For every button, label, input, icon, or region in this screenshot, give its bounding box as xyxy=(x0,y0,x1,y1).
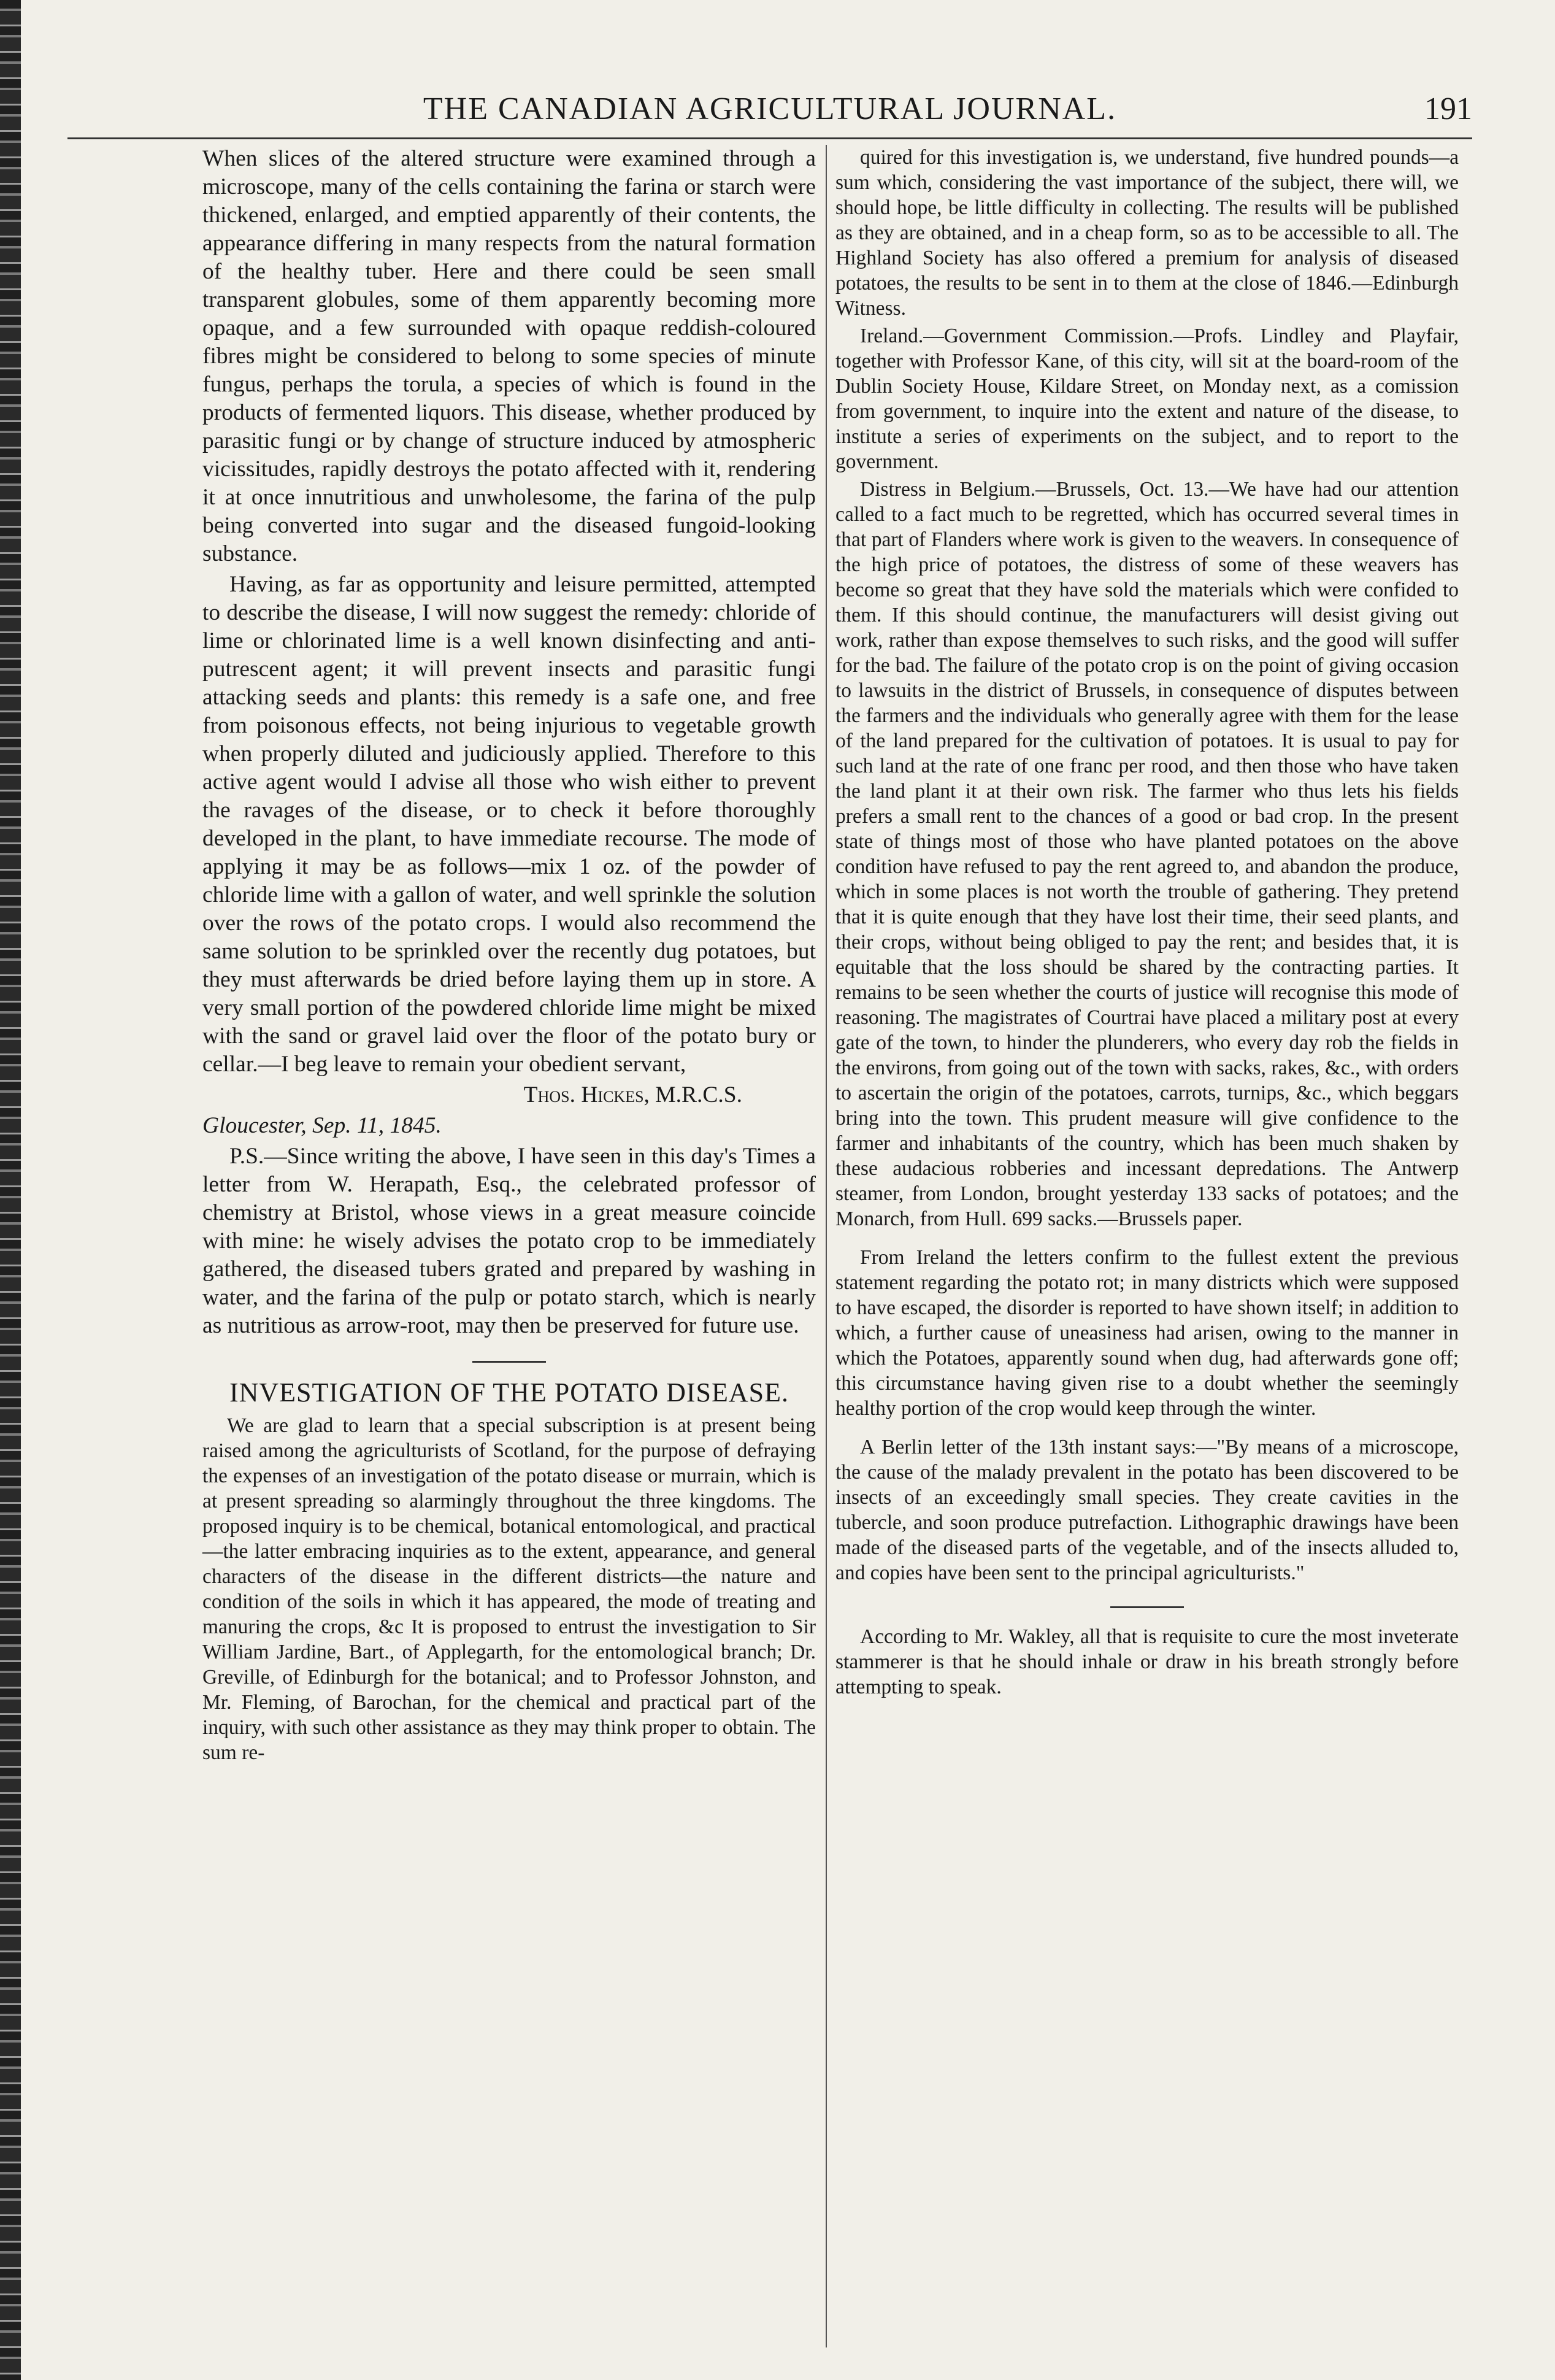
paragraph-microscope: When slices of the altered structure were examined through a microscope, many of the cells containing the farina or starch were thickened, enlarged, and emptied apparently of their contents, the appearance differing in many respects from the natural formation of the healthy tuber. Here and there could be seen small transparent globules, some of them apparently becoming more opaque, and a few surrounded with opaque reddish-coloured fibres might be considered to belong to some species of minute fungus, perhaps the torula, a species of which is found in the products of fermented liquors. This disease, whether produced by parasitic fungi or by change of structure induced by atmospheric vicissitudes, rapidly destroys the potato affected with it, rendering it at once innutritious and unwholesome, the farina of the pulp being converted into sugar and the diseased fungoid-looking substance. xyxy=(202,146,816,566)
left-column xyxy=(202,145,816,1768)
header-rule xyxy=(67,137,1472,139)
paragraph-ireland-letters: From Ireland the letters confirm to the fullest extent the previous statement regarding the potato rot; in many districts which were supposed to have escaped, the disorder is reported to have shown itself; in addition to which, a further cause of uneasiness had arisen, owing to the manner in which the Potatoes, apparently sound when dug, had afterwards gone off; this circumstance having given rise to a doubt whether the seemingly healthy portion of the crop would keep through the winter. xyxy=(835,1246,1459,1420)
paragraph-continued: quired for this investigation is, we understand, five hundred pounds—a sum which, considering the vast importance of the subject, there will, we should hope, be little difficulty in collecting. The results will be published as they are obtained, and in a cheap form, so as to be accessible to all. The Highland Society has also offered a premium for analysis of diseased potatoes, the results to be sent in to them at the close of 1846.—Edinburgh Witness. xyxy=(835,146,1459,320)
running-title: THE CANADIAN AGRICULTURAL JOURNAL. xyxy=(423,91,1117,126)
paragraph-belgium: Distress in Belgium.—Brussels, Oct. 13.—We have had our attention called to a fact much to be regretted, which has occurred several times in that part of Flanders where work is given to the weavers. In consequence of the high price of potatoes, the distress of some of these weavers has become so great that they have sold the materials which were confided to them. If this should continue, the manufacturers will desist giving out work, rather than expose themselves to such risks, and the good will suffer for the bad. The failure of the potato crop is on the point of giving occasion to lawsuits in the district of Brussels, in consequence of disputes between the farmers and the individuals who generally agree with them for the lease of the land prepared for the cultivation of potatoes. It is usual to pay for such land at the rate of one franc per rood, and then those who have taken the land plant it at their own risk. The farmer who thus lets his fields prefers a small rent to the chances of a good or bad crop. In the present state of things most of those who have planted potatoes on the above condition have refused to pay the rent agreed to, and abandon the produce, which in some places is not worth the trouble of gathering. They pretend that it is quite enough that they have lost their time, their seed plants, and their crops, without being obliged to pay the rent; and besides that, it is equitable that the loss should be shared by the contracting parties. It remains to be seen whether the courts of justice will recognise this mode of reasoning. The magistrates of Courtrai have placed a military post at every gate of the town, to hinder the plunderers, who every day rob the fields in the environs, from going out of the town with sacks, rakes, &c., with orders to ascertain the origin of the potatoes, carrots, turnips, &c., which beggars bring into the town. This prudent measure will give confidence to the farmer and inhabitants of the country, which has been much shaken by these audacious robberies and incessant depredations. The Antwerp steamer, from London, brought yesterday 133 sacks of potatoes; and the Monarch, from Hull. 699 sacks.—Brussels paper. xyxy=(835,478,1459,1230)
paragraph-remedy: Having, as far as opportunity and leisure permitted, attempted to describe the disease, I will now suggest the remedy: chloride of lime or chlorinated lime is a well known disinfecting and anti-putrescent agent; it will prevent insects and parasitic fungi attacking seeds and plants: this remedy is a safe one, and free from poisonous effects, not being injurious to vegetable growth when properly diluted and judiciously applied. Therefore to this active agent would I advise all those who wish either to prevent the ravages of the disease, or to check it before thoroughly developed in the plant, to have immediate recourse. The mode of applying it may be as follows—mix 1 oz. of the powder of chloride lime with a gallon of water, and well sprinkle the solution over the rows of the potato crops. I would also recommend the same solution to be sprinkled over the recently dug potatoes, but they must afterwards be dried before laying them up in store. A very small portion of the powdered chloride lime might be mixed with the sand or gravel laid over the floor of the potato bury or cellar.—I beg leave to remain your obedient servant, xyxy=(202,572,816,1077)
article-rule xyxy=(1110,1606,1184,1608)
right-column xyxy=(835,145,1459,1702)
paragraph-ireland-commission: Ireland.—Government Commission.—Profs. Lindley and Playfair, together with Professor Kane, of this city, will sit at the board-room of the Dublin Society House, Kildare Street, on Monday next, as a comission from government, to inquire into the extent and nature of the disease, to institute a series of experiments on the subject, and to report to the government. xyxy=(835,325,1459,473)
section-heading: INVESTIGATION OF THE POTATO DISEASE. xyxy=(229,1377,789,1408)
paragraph-berlin: A Berlin letter of the 13th instant says:—"By means of a microscope, the cause of the malady prevalent in the potato has been discovered to be insects of an exceedingly small species. They create cavities in the tubercle, and soon produce putrefaction. Lithographic drawings have been made of the diseased parts of the vegetable, and of the insects alluded to, and copies have been sent to the principal agriculturists." xyxy=(835,1436,1459,1584)
dateline: Gloucester, Sep. 11, 1845. xyxy=(202,1113,442,1138)
page-number: 191 xyxy=(1424,91,1472,126)
paragraph-investigation: We are glad to learn that a special subscription is at present being raised among the agriculturists of Scotland, for the purpose of defraying the expenses of an investigation of the potato disease or murrain, which is at present spreading so alarmingly throughout the three kingdoms. The proposed inquiry is to be chemical, botanical entomological, and practical—the latter embracing inquiries as to the extent, appearance, and general characters of the disease in the different districts—the nature and condition of the soils in which it has appeared, the mode of treating and manuring the crops, &c It is proposed to entrust the investigation to Sir William Jardine, Bart., of Applegarth, for the entomological branch; Dr. Greville, of Edinburgh for the botanical; and to Professor Johnston, and Mr. Fleming, of Barochan, for the chemical and practical part of the inquiry, with such other assistance as they may think proper to obtain. The sum re- xyxy=(202,1414,816,1764)
section-rule xyxy=(472,1361,546,1363)
signature: Thos. Hickes, M.R.C.S. xyxy=(523,1082,742,1107)
running-head xyxy=(67,91,1472,134)
paragraph-postscript: P.S.—Since writing the above, I have seen in this day's Times a letter from W. Herapath, Esq., the celebrated professor of chemistry at Bristol, whose views in a great measure coincide with mine: he wisely advises the potato crop to be immediately gathered, the diseased tubers grated and prepared by washing in water, and the farina of the pulp or potato starch, which is nearly as nutritious as arrow-root, may then be preserved for future use. xyxy=(202,1144,816,1338)
paragraph-wakley: According to Mr. Wakley, all that is requisite to cure the most inveterate stammerer is that he should inhale or draw in his breath strongly before attempting to speak. xyxy=(835,1625,1459,1698)
column-divider xyxy=(826,145,827,2347)
binding-edge xyxy=(0,0,21,2380)
investigation-article xyxy=(202,1413,816,1765)
